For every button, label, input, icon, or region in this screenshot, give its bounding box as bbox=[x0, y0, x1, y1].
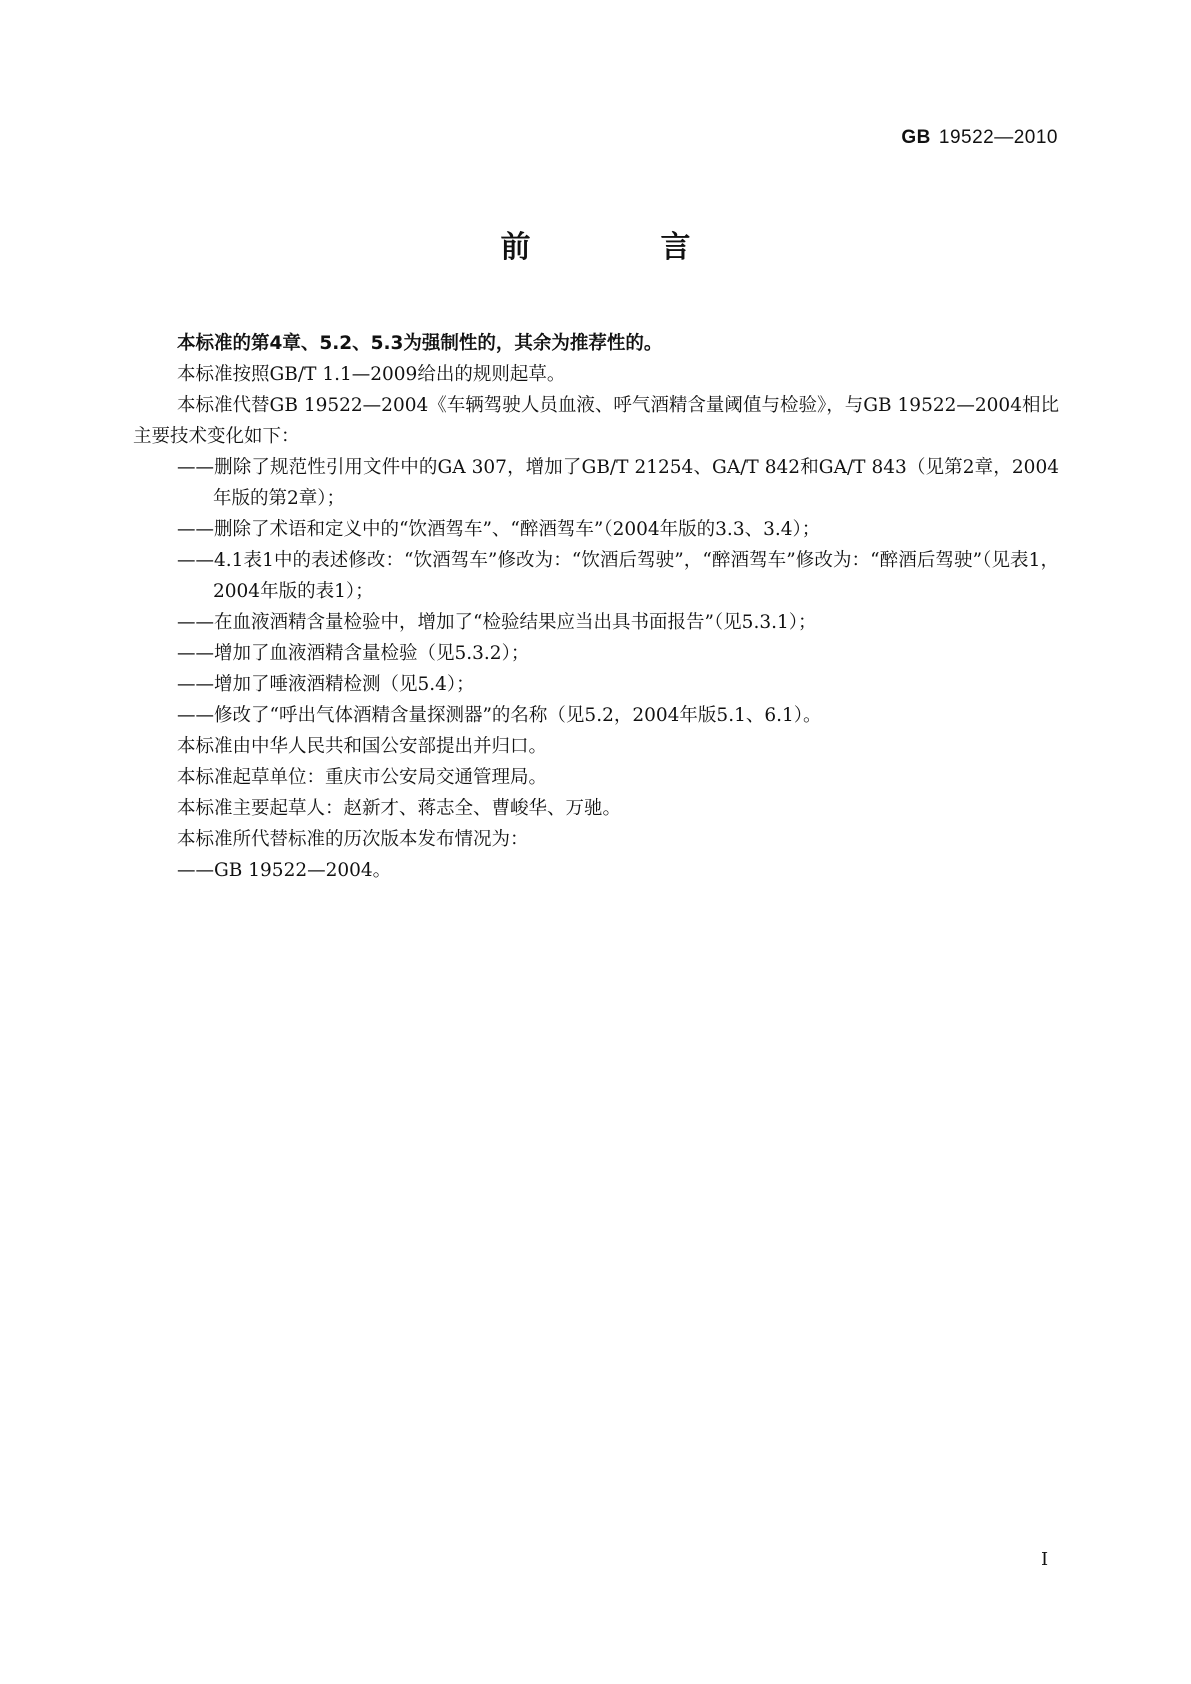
drafting-rule-paragraph: 本标准按照GB/T 1.1—2009给出的规则起草。 bbox=[177, 364, 566, 385]
drafting-unit-paragraph: 本标准起草单位：重庆市公安局交通管理局。 bbox=[177, 767, 548, 788]
drafters-paragraph: 本标准主要起草人：赵新才、蒋志全、曹峻华、万驰。 bbox=[177, 798, 622, 819]
change-list-item: ——删除了规范性引用文件中的GA 307，增加了GB/T 21254、GA/T 842和GA/T 843（见第2章，2004年版的第2章）； bbox=[177, 457, 1059, 509]
page-number: I bbox=[1041, 1549, 1049, 1570]
replacement-paragraph: 本标准代替GB 19522—2004《车辆驾驶人员血液、呼气酒精含量阈值与检验》，与GB 19522—2004相比主要技术变化如下： bbox=[133, 395, 1059, 447]
standard-code bbox=[901, 127, 1058, 149]
standard-prefix: GB bbox=[901, 127, 931, 148]
page-title: 前 言 bbox=[500, 230, 741, 265]
change-list-item: ——删除了术语和定义中的“饮酒驾车”、“醉酒驾车”（2004年版的3.3、3.4）； bbox=[177, 519, 821, 540]
change-list-item: ——增加了唾液酒精检测（见5.4）； bbox=[177, 674, 475, 695]
change-list-item: ——增加了血液酒精含量检验（见5.3.2）； bbox=[177, 643, 530, 664]
proposer-paragraph: 本标准由中华人民共和国公安部提出并归口。 bbox=[177, 736, 548, 757]
change-list-item: ——4.1表1中的表述修改：“饮酒驾车”修改为：“饮酒后驾驶”，“醉酒驾车”修改为：“醉酒后驾驶”（见表1，2004年版的表1）； bbox=[177, 550, 1059, 602]
change-list-item: ——修改了“呼出气体酒精含量探测器”的名称（见5.2，2004年版5.1、6.1）。 bbox=[177, 705, 822, 726]
history-list-item: ——GB 19522—2004。 bbox=[177, 860, 392, 881]
standard-number: 19522—2010 bbox=[938, 127, 1058, 148]
change-list-item: ——在血液酒精含量检验中，增加了“检验结果应当出具书面报告”（见5.3.1）； bbox=[177, 612, 817, 633]
history-intro-paragraph: 本标准所代替标准的历次版本发布情况为： bbox=[177, 829, 529, 850]
mandatory-clause-paragraph: 本标准的第4章、5.2、5.3为强制性的，其余为推荐性的。 bbox=[177, 333, 663, 354]
foreword-body bbox=[133, 328, 1059, 886]
